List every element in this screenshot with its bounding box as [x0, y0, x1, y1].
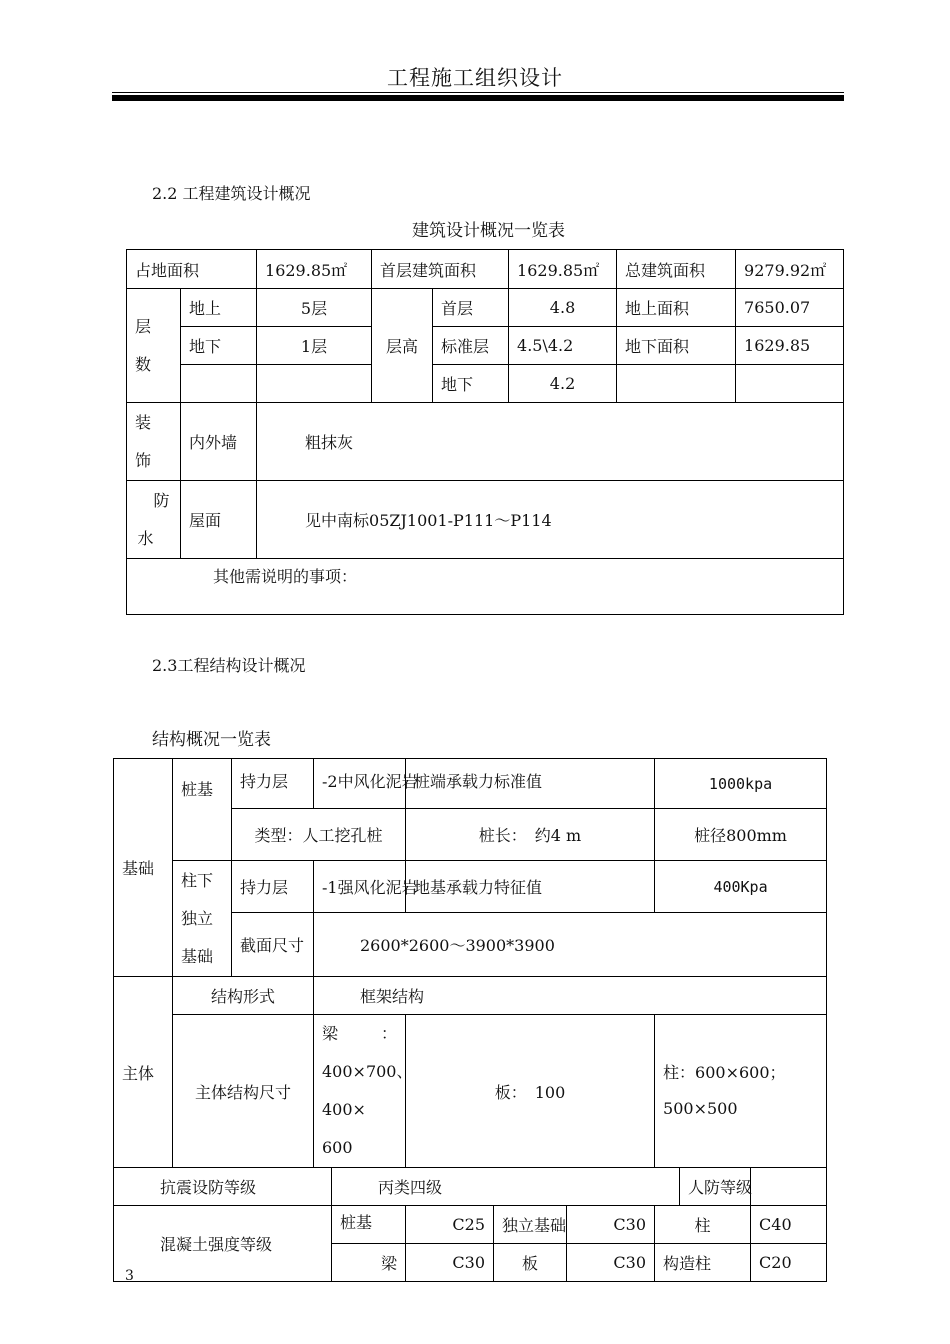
section-size-value: 2600*2600～3900*3900 — [314, 913, 827, 977]
header-rule-thin — [112, 92, 844, 93]
civil-defense-label: 人防等级 — [680, 1168, 751, 1206]
height-basement-value: 4.2 — [509, 365, 617, 403]
other-notes: 其他需说明的事项： — [127, 559, 844, 615]
site-area-value: 1629.85㎡ — [257, 250, 372, 289]
height-basement-label: 地下 — [433, 365, 509, 403]
iso-bearing-layer-label: 持力层 — [232, 861, 314, 913]
page-number: 3 — [125, 1268, 134, 1284]
site-area-label: 占地面积 — [127, 250, 257, 289]
first-floor-area-label: 首层建筑面积 — [372, 250, 509, 289]
first-floor-area-value: 1629.85㎡ — [509, 250, 617, 289]
below-area-value: 1629.85 — [736, 327, 844, 365]
pile-capacity-label: 桩端承载力标准值 — [406, 759, 655, 809]
empty-cell — [181, 365, 257, 403]
concrete-slab-value: C30 — [567, 1244, 655, 1282]
concrete-pile-value: C25 — [406, 1206, 494, 1244]
waterproof-label: 防 水 — [127, 481, 181, 559]
page-header-title: 工程施工组织设计 — [387, 66, 563, 90]
concrete-grade-label: 混凝土强度等级 — [114, 1206, 332, 1282]
below-ground-floors: 1层 — [257, 327, 372, 365]
height-first-value: 4.8 — [509, 289, 617, 327]
above-ground-label: 地上 — [181, 289, 257, 327]
decoration-label: 装 饰 — [127, 403, 181, 481]
concrete-isolated-label: 独立基础 — [494, 1206, 567, 1244]
civil-defense-value — [751, 1168, 827, 1206]
iso-bearing-layer-value: -1强风化泥岩 — [314, 861, 406, 913]
pile-length: 桩长： 约4 m — [406, 809, 655, 861]
building-table-caption: 建筑设计概况一览表 — [412, 221, 565, 241]
seismic-grade-label: 抗震设防等级 — [114, 1168, 332, 1206]
height-first-label: 首层 — [433, 289, 509, 327]
empty-cell — [736, 365, 844, 403]
pile-type: 类型：人工挖孔桩 — [232, 809, 406, 861]
roof-value: 见中南标05ZJ1001-P111～P114 — [257, 481, 844, 559]
iso-capacity-label: 地基承载力特征值 — [406, 861, 655, 913]
concrete-tie-column-value: C20 — [751, 1244, 827, 1282]
foundation-label: 基础 — [114, 759, 173, 977]
concrete-pile-label: 桩基 — [332, 1206, 406, 1244]
pile-diameter: 桩径800mm — [655, 809, 827, 861]
total-area-label: 总建筑面积 — [617, 250, 736, 289]
pile-foundation-label: 桩基 — [173, 759, 232, 861]
section-size-label: 截面尺寸 — [232, 913, 314, 977]
main-size-label: 主体结构尺寸 — [173, 1015, 314, 1168]
concrete-beam-value: C30 — [406, 1244, 494, 1282]
concrete-slab-label: 板 — [494, 1244, 567, 1282]
building-design-table — [126, 249, 844, 615]
floors-label: 层 数 — [127, 289, 181, 403]
above-area-value: 7650.07 — [736, 289, 844, 327]
structure-design-table — [113, 758, 827, 1282]
roof-label: 屋面 — [181, 481, 257, 559]
seismic-grade-value: 丙类四级 — [332, 1168, 680, 1206]
section-2-2-heading: 2.2 工程建筑设计概况 — [152, 184, 311, 203]
pile-bearing-layer-value: -2中风化泥岩 — [314, 759, 406, 809]
section-2-3-heading: 2.3工程结构设计概况 — [152, 656, 306, 675]
concrete-column-value: C40 — [751, 1206, 827, 1244]
above-ground-floors: 5层 — [257, 289, 372, 327]
wall-value: 粗抹灰 — [257, 403, 844, 481]
empty-cell — [257, 365, 372, 403]
slab-thickness: 板： 100 — [406, 1015, 655, 1168]
floor-height-label: 层高 — [372, 289, 433, 403]
below-area-label: 地下面积 — [617, 327, 736, 365]
total-area-value: 9279.92㎡ — [736, 250, 844, 289]
concrete-tie-column-label: 构造柱 — [655, 1244, 751, 1282]
concrete-beam-label: 梁 — [332, 1244, 406, 1282]
height-standard-label: 标准层 — [433, 327, 509, 365]
empty-cell — [617, 365, 736, 403]
above-area-label: 地上面积 — [617, 289, 736, 327]
concrete-isolated-value: C30 — [567, 1206, 655, 1244]
pile-capacity-value: 1000kpa — [655, 759, 827, 809]
main-structure-label: 主体 — [114, 977, 173, 1168]
height-standard-value: 4.5\4.2 — [509, 327, 617, 365]
below-ground-label: 地下 — [181, 327, 257, 365]
column-size: 柱：600×600； 500×500 — [655, 1015, 827, 1168]
structure-table-caption: 结构概况一览表 — [152, 730, 271, 750]
beam-size: 梁 ： 400×700、400× 600 — [314, 1015, 406, 1168]
header-rule-thick — [112, 95, 844, 101]
pile-bearing-layer-label: 持力层 — [232, 759, 314, 809]
structure-form-label: 结构形式 — [173, 977, 314, 1015]
concrete-column-label: 柱 — [655, 1206, 751, 1244]
isolated-footing-label: 柱下 独立 基础 — [173, 861, 232, 977]
structure-form-value: 框架结构 — [314, 977, 827, 1015]
iso-capacity-value: 400Kpa — [655, 861, 827, 913]
wall-label: 内外墙 — [181, 403, 257, 481]
